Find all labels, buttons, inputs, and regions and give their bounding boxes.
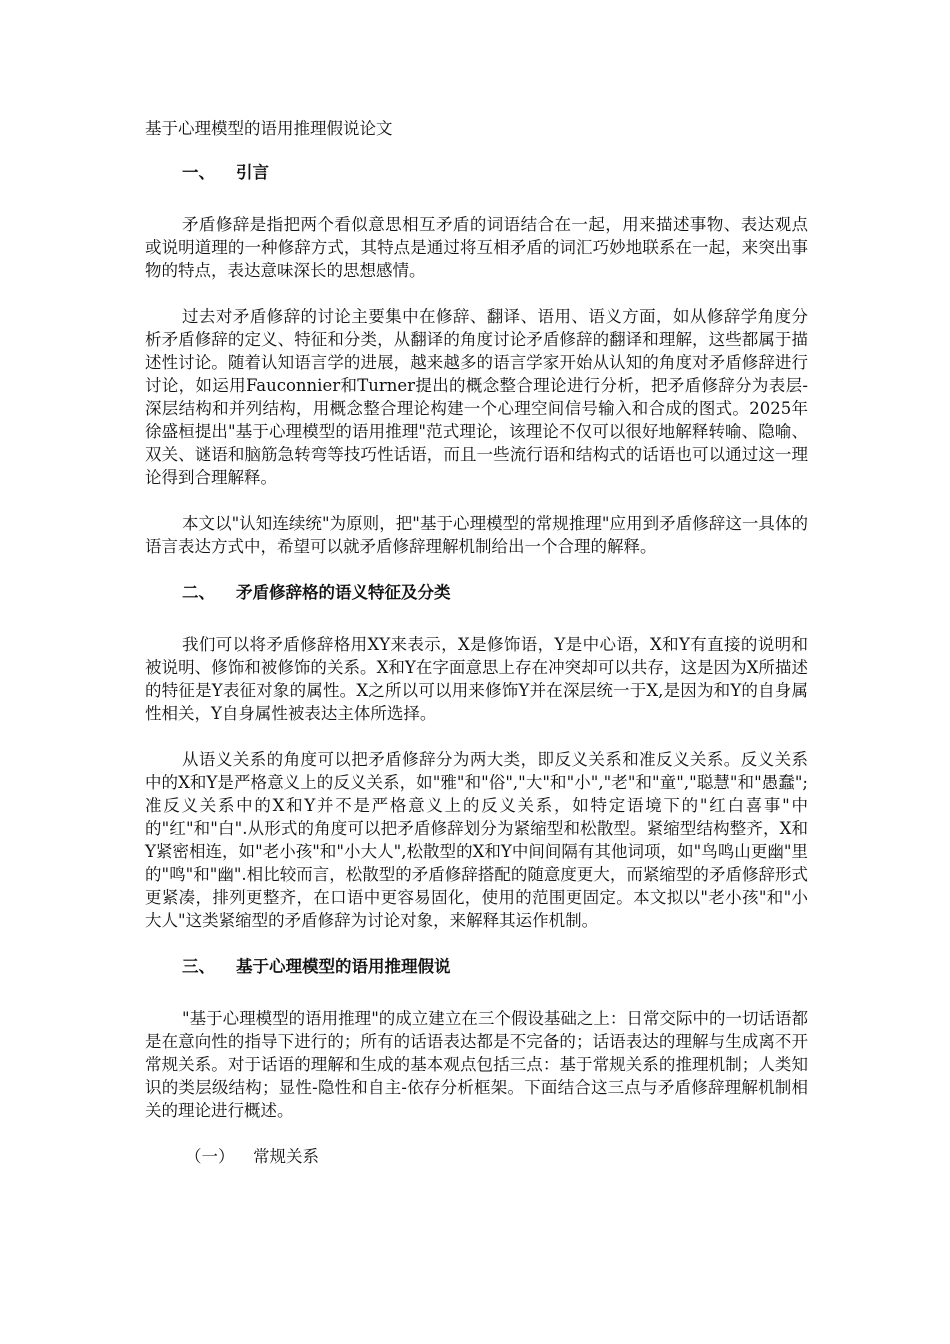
document-title: 基于心理模型的语用推理假说论文 — [145, 119, 393, 138]
section-heading-1 — [182, 161, 808, 185]
section-number: 二、 — [182, 583, 215, 602]
section-title: 矛盾修辞格的语义特征及分类 — [236, 583, 451, 602]
document-page — [145, 117, 808, 1169]
paragraph: "基于心理模型的语用推理"的成立建立在三个假设基础之上：日常交际中的一切话语都是在意向性的指导下进行的；所有的话语表达都是不完备的；话语表达的理解与生成离不开常规关系。对于话语的理解和生成的基本观点包括三点：基于常规关系的推理机制；人类知识的类层级结构；显性-隐性和自主-依存分析框架。下面结合这三点与矛盾修辞理解机制相关的理论进行概述。 — [145, 1009, 808, 1120]
section-title: 基于心理模型的语用推理假说 — [236, 957, 451, 976]
subsection-heading — [185, 1145, 808, 1169]
section-heading-2 — [182, 581, 808, 605]
paragraph: 本文以"认知连续统"为原则，把"基于心理模型的常规推理"应用到矛盾修辞这一具体的语言表达方式中，希望可以就矛盾修辞理解机制给出一个合理的解释。 — [145, 514, 808, 556]
paragraph: 过去对矛盾修辞的讨论主要集中在修辞、翻译、语用、语义方面，如从修辞学角度分析矛盾修辞的定义、特征和分类，从翻译的角度讨论矛盾修辞的翻译和理解，这些都属于描述性讨论。随着认知语言学的进展，越来越多的语言学家开始从认知的角度对矛盾修辞进行讨论，如运用Fauconnier和Turner提出的概念整合理论进行分析，把矛盾修辞分为表层-深层结构和并列结构，用概念整合理论构建一个心理空间信号输入和合成的图式。2025年徐盛桓提出"基于心理模型的语用推理"范式理论，该理论不仅可以很好地解释转喻、隐喻、双关、谜语和脑筋急转弯等技巧性话语，而且一些流行语和结构式的话语也可以通过这一理论得到合理解释。 — [145, 307, 808, 487]
section-title: 引言 — [236, 163, 269, 182]
subsection-number: （一） — [185, 1147, 235, 1166]
paragraph: 矛盾修辞是指把两个看似意思相互矛盾的词语结合在一起，用来描述事物、表达观点或说明道理的一种修辞方式，其特点是通过将互相矛盾的词汇巧妙地联系在一起，来突出事物的特点，表达意味深长的思想感情。 — [145, 215, 808, 280]
paragraph: 我们可以将矛盾修辞格用XY来表示，X是修饰语，Y是中心语，X和Y有直接的说明和被说明、修饰和被修饰的关系。X和Y在字面意思上存在冲突却可以共存，这是因为X所描述的特征是Y表征对象的属性。X之所以可以用来修饰Y并在深层统一于X,是因为和Y的自身属性相关，Y自身属性被表达主体所选择。 — [145, 635, 808, 723]
section-number: 三、 — [182, 957, 215, 976]
paragraph: 从语义关系的角度可以把矛盾修辞分为两大类，即反义关系和准反义关系。反义关系中的X和Y是严格意义上的反义关系，如"雅"和"俗","大"和"小","老"和"童","聪慧"和"愚蠢";准反义关系中的X和Y并不是严格意义上的反义关系，如特定语境下的"红白喜事"中的"红"和"白".从形式的角度可以把矛盾修辞划分为紧缩型和松散型。紧缩型结构整齐，X和Y紧密相连，如"老小孩"和"小大人",松散型的X和Y中间间隔有其他词项，如"鸟鸣山更幽"里的"鸣"和"幽".相比较而言，松散型的矛盾修辞搭配的随意度更大，而紧缩型的矛盾修辞形式更紧凑，排列更整齐，在口语中更容易固化，使用的范围更固定。本文拟以"老小孩"和"小大人"这类紧缩型的矛盾修辞为讨论对象，来解释其运作机制。 — [145, 750, 808, 930]
section-heading-3 — [182, 955, 808, 979]
subsection-title: 常规关系 — [253, 1147, 319, 1166]
section-number: 一、 — [182, 163, 215, 182]
